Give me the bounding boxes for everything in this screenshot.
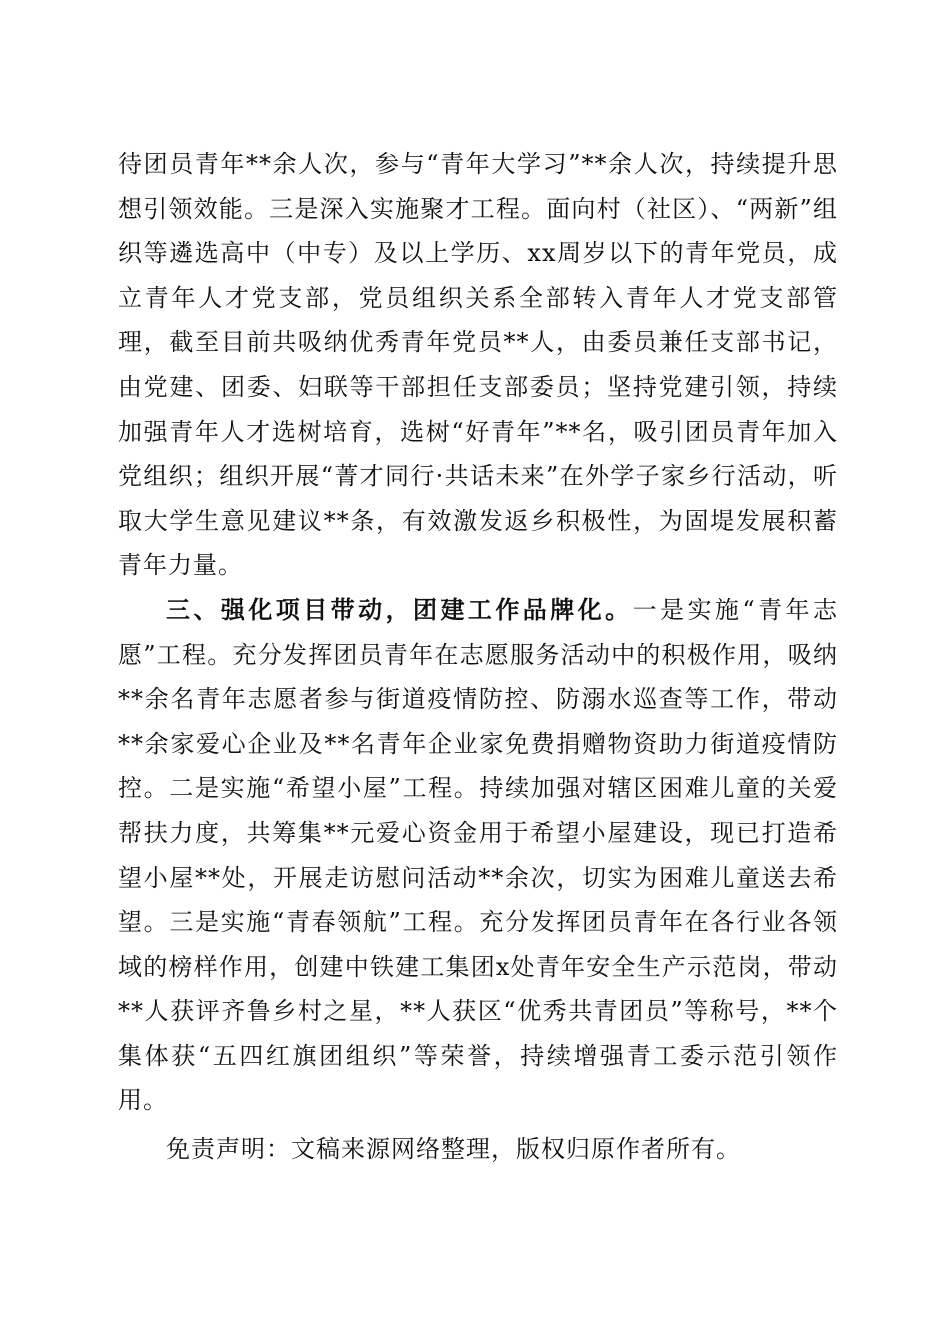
document-body: [118, 142, 838, 1123]
paragraph-text: 一是实施“青年志愿”工程。充分发挥团员青年在志愿服务活动中的积极作用，吸纳**余名青年志愿者参与街道疫情防控、防溺水巡查等工作，带动**余家爱心企业及**名青年企业家免费捐赠物资助力街道疫情防控。二是实施“希望小屋”工程。持续加强对辖区困难儿童的关爱帮扶力度，共筹集**元爱心资金用于希望小屋建设，现已打造希望小屋**处，开展走访慰问活动**余次，切实为困难儿童送去希望。三是实施“青春领航”工程。充分发挥团员青年在各行业各领域的榜样作用，创建中铁建工集团x处青年安全生产示范岗，带动**人获评齐鲁乡村之星，**人获区“优秀共青团员”等称号，**个集体获“五四红旗团组织”等荣誉，持续增强青工委示范引领作用。: [118, 595, 838, 1115]
disclaimer: 免责声明：文稿来源网络整理，版权归原作者所有。: [166, 1135, 741, 1163]
section-heading: 三、强化项目带动，团建工作品牌化。: [166, 594, 633, 624]
paragraph-text: 待团员青年**余人次，参与“青年大学习”**余人次，持续提升思想引领效能。三是深入实施聚才工程。面向村（社区）、“两新”组织等遴选高中（中专）及以上学历、xx周岁以下的青年党员，成立青年人才党支部，党员组织关系全部转入青年人才党支部管理，截至目前共吸纳优秀青年党员**人，由委员兼任支部书记，由党建、团委、妇联等干部担任支部委员；坚持党建引领，持续加强青年人才选树培育，选树“好青年”**名，吸引团员青年加入党组织；组织开展“菁才同行·共话未来”在外学子家乡行活动，听取大学生意见建议**条，有效激发返乡积极性，为固堤发展积蓄青年力量。: [118, 150, 838, 580]
paragraph-continuation: [118, 142, 838, 588]
paragraph-section-three: [118, 588, 838, 1123]
